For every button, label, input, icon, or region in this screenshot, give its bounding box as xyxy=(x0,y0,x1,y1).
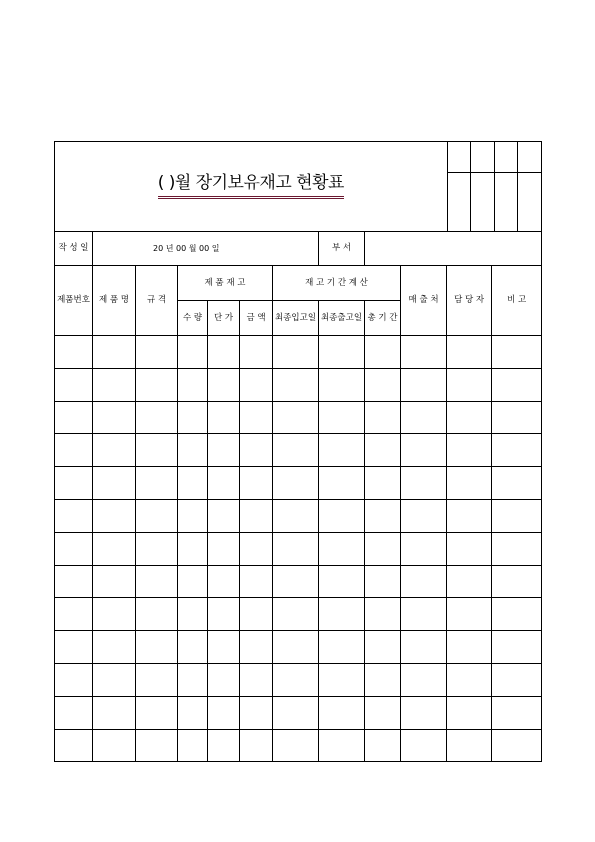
approval-grid xyxy=(447,142,542,231)
approval-sign-cell[interactable] xyxy=(518,172,542,231)
table-cell[interactable] xyxy=(136,729,178,762)
table-cell[interactable] xyxy=(178,499,208,532)
table-cell[interactable] xyxy=(55,401,93,434)
table-cell[interactable] xyxy=(447,696,492,729)
table-cell[interactable] xyxy=(319,598,365,631)
table-cell[interactable] xyxy=(401,729,447,762)
table-cell[interactable] xyxy=(93,336,136,369)
approval-area xyxy=(447,142,542,232)
table-cell[interactable] xyxy=(136,631,178,664)
table-cell[interactable] xyxy=(447,532,492,565)
table-cell[interactable] xyxy=(55,663,93,696)
table-cell[interactable] xyxy=(178,401,208,434)
approval-cell[interactable] xyxy=(471,142,495,172)
table-cell[interactable] xyxy=(55,368,93,401)
table-cell[interactable] xyxy=(401,598,447,631)
table-cell[interactable] xyxy=(447,368,492,401)
header-product-name: 제 품 명 xyxy=(93,266,136,336)
table-cell[interactable] xyxy=(240,336,273,369)
table-cell[interactable] xyxy=(447,598,492,631)
table-cell[interactable] xyxy=(240,532,273,565)
header-product-no: 제품번호 xyxy=(55,266,93,336)
table-cell[interactable] xyxy=(136,663,178,696)
table-cell[interactable] xyxy=(55,598,93,631)
table-cell[interactable] xyxy=(273,401,319,434)
table-cell[interactable] xyxy=(208,467,240,500)
table-cell[interactable] xyxy=(93,631,136,664)
table-cell[interactable] xyxy=(401,663,447,696)
table-cell[interactable] xyxy=(178,598,208,631)
table-cell[interactable] xyxy=(93,598,136,631)
table-cell[interactable] xyxy=(93,532,136,565)
table-cell[interactable] xyxy=(208,532,240,565)
table-cell[interactable] xyxy=(93,368,136,401)
written-date-label: 작 성 일 xyxy=(55,232,93,266)
approval-cell[interactable] xyxy=(518,142,542,172)
table-cell[interactable] xyxy=(492,467,542,500)
table-cell[interactable] xyxy=(136,467,178,500)
table-cell[interactable] xyxy=(240,434,273,467)
header-amount: 금 액 xyxy=(240,301,273,336)
stock-report-form xyxy=(54,141,541,762)
table-cell[interactable] xyxy=(178,467,208,500)
table-cell[interactable] xyxy=(273,696,319,729)
table-cell[interactable] xyxy=(365,336,401,369)
table-cell[interactable] xyxy=(240,467,273,500)
table-cell[interactable] xyxy=(365,499,401,532)
table-cell[interactable] xyxy=(492,696,542,729)
written-date-value[interactable]: 20 년 00 월 00 일 xyxy=(93,232,319,266)
table-cell[interactable] xyxy=(492,565,542,598)
table-cell[interactable] xyxy=(178,631,208,664)
table-cell[interactable] xyxy=(178,729,208,762)
table-cell[interactable] xyxy=(401,631,447,664)
table-cell[interactable] xyxy=(401,434,447,467)
table-cell[interactable] xyxy=(136,401,178,434)
table-cell[interactable] xyxy=(136,532,178,565)
table-cell[interactable] xyxy=(136,434,178,467)
form-title: ( )월 장기보유재고 현황표 xyxy=(158,175,344,199)
table-cell[interactable] xyxy=(240,598,273,631)
table-cell[interactable] xyxy=(178,434,208,467)
table-row xyxy=(55,696,542,729)
table-cell[interactable] xyxy=(319,631,365,664)
table-row xyxy=(55,336,542,369)
table-cell[interactable] xyxy=(273,663,319,696)
table-row xyxy=(55,401,542,434)
table-cell[interactable] xyxy=(319,729,365,762)
table-cell[interactable] xyxy=(401,565,447,598)
table-cell[interactable] xyxy=(273,565,319,598)
table-cell[interactable] xyxy=(208,336,240,369)
table-cell[interactable] xyxy=(273,336,319,369)
table-cell[interactable] xyxy=(401,532,447,565)
report-table xyxy=(54,141,542,762)
table-cell[interactable] xyxy=(136,565,178,598)
table-cell[interactable] xyxy=(492,401,542,434)
table-cell[interactable] xyxy=(365,729,401,762)
table-cell[interactable] xyxy=(273,532,319,565)
table-cell[interactable] xyxy=(208,663,240,696)
table-cell[interactable] xyxy=(273,631,319,664)
table-cell[interactable] xyxy=(365,368,401,401)
table-row xyxy=(55,368,542,401)
table-cell[interactable] xyxy=(208,598,240,631)
table-cell[interactable] xyxy=(492,336,542,369)
table-cell[interactable] xyxy=(240,368,273,401)
table-cell[interactable] xyxy=(55,467,93,500)
table-cell[interactable] xyxy=(178,565,208,598)
table-cell[interactable] xyxy=(492,499,542,532)
header-total-period: 총 기 간 xyxy=(365,301,401,336)
table-row xyxy=(55,663,542,696)
table-cell[interactable] xyxy=(208,434,240,467)
header-last-out-date: 최종출고일 xyxy=(319,301,365,336)
table-cell[interactable] xyxy=(208,368,240,401)
table-cell[interactable] xyxy=(273,434,319,467)
table-cell[interactable] xyxy=(492,729,542,762)
table-cell[interactable] xyxy=(55,565,93,598)
title-cell xyxy=(55,142,447,232)
table-cell[interactable] xyxy=(319,532,365,565)
table-cell[interactable] xyxy=(178,368,208,401)
table-cell[interactable] xyxy=(365,467,401,500)
table-cell[interactable] xyxy=(55,499,93,532)
table-cell[interactable] xyxy=(401,336,447,369)
table-cell[interactable] xyxy=(365,696,401,729)
table-cell[interactable] xyxy=(93,434,136,467)
table-cell[interactable] xyxy=(492,434,542,467)
table-cell[interactable] xyxy=(401,401,447,434)
table-row xyxy=(55,434,542,467)
table-cell[interactable] xyxy=(240,499,273,532)
table-cell[interactable] xyxy=(273,499,319,532)
table-cell[interactable] xyxy=(365,434,401,467)
table-cell[interactable] xyxy=(93,401,136,434)
table-cell[interactable] xyxy=(401,467,447,500)
table-cell[interactable] xyxy=(365,565,401,598)
table-cell[interactable] xyxy=(136,598,178,631)
table-cell[interactable] xyxy=(93,565,136,598)
table-cell[interactable] xyxy=(240,729,273,762)
header-unit-price: 단 가 xyxy=(208,301,240,336)
table-cell[interactable] xyxy=(240,631,273,664)
table-cell[interactable] xyxy=(93,696,136,729)
table-cell[interactable] xyxy=(273,368,319,401)
table-cell[interactable] xyxy=(447,631,492,664)
table-cell[interactable] xyxy=(447,729,492,762)
table-cell[interactable] xyxy=(178,532,208,565)
table-cell[interactable] xyxy=(365,598,401,631)
table-cell[interactable] xyxy=(492,663,542,696)
table-cell[interactable] xyxy=(447,565,492,598)
table-cell[interactable] xyxy=(447,663,492,696)
table-cell[interactable] xyxy=(136,499,178,532)
header-buyer: 매 출 처 xyxy=(401,266,447,336)
table-cell[interactable] xyxy=(273,598,319,631)
table-cell[interactable] xyxy=(55,696,93,729)
table-cell[interactable] xyxy=(447,467,492,500)
table-cell[interactable] xyxy=(447,401,492,434)
table-cell[interactable] xyxy=(55,434,93,467)
table-cell[interactable] xyxy=(208,696,240,729)
table-cell[interactable] xyxy=(319,696,365,729)
table-cell[interactable] xyxy=(240,401,273,434)
table-cell[interactable] xyxy=(319,565,365,598)
data-rows xyxy=(55,336,542,762)
table-cell[interactable] xyxy=(208,565,240,598)
table-cell[interactable] xyxy=(208,499,240,532)
table-cell[interactable] xyxy=(319,467,365,500)
table-cell[interactable] xyxy=(319,336,365,369)
approval-sign-cell[interactable] xyxy=(471,172,495,231)
table-row xyxy=(55,631,542,664)
table-cell[interactable] xyxy=(319,401,365,434)
table-cell[interactable] xyxy=(240,663,273,696)
approval-cell[interactable] xyxy=(447,142,471,172)
table-cell[interactable] xyxy=(365,663,401,696)
table-cell[interactable] xyxy=(178,336,208,369)
table-row xyxy=(55,598,542,631)
table-cell[interactable] xyxy=(208,401,240,434)
table-cell[interactable] xyxy=(365,401,401,434)
table-cell[interactable] xyxy=(240,696,273,729)
table-cell[interactable] xyxy=(55,336,93,369)
table-cell[interactable] xyxy=(492,631,542,664)
table-row xyxy=(55,729,542,762)
table-cell[interactable] xyxy=(136,368,178,401)
table-cell[interactable] xyxy=(93,467,136,500)
table-cell[interactable] xyxy=(136,696,178,729)
table-cell[interactable] xyxy=(208,631,240,664)
table-cell[interactable] xyxy=(447,434,492,467)
table-cell[interactable] xyxy=(401,696,447,729)
table-cell[interactable] xyxy=(319,368,365,401)
department-label: 부 서 xyxy=(319,232,365,266)
table-cell[interactable] xyxy=(178,696,208,729)
table-row xyxy=(55,467,542,500)
table-row xyxy=(55,499,542,532)
table-cell[interactable] xyxy=(319,434,365,467)
table-cell[interactable] xyxy=(401,499,447,532)
table-cell[interactable] xyxy=(208,729,240,762)
table-cell[interactable] xyxy=(55,729,93,762)
table-cell[interactable] xyxy=(401,368,447,401)
table-cell[interactable] xyxy=(93,499,136,532)
table-cell[interactable] xyxy=(240,565,273,598)
table-cell[interactable] xyxy=(273,467,319,500)
table-cell[interactable] xyxy=(55,532,93,565)
header-product-stock: 제 품 재 고 xyxy=(178,266,273,301)
table-cell[interactable] xyxy=(93,663,136,696)
table-cell[interactable] xyxy=(273,729,319,762)
table-cell[interactable] xyxy=(447,336,492,369)
department-value[interactable] xyxy=(365,232,542,266)
header-manager: 담 당 자 xyxy=(447,266,492,336)
table-cell[interactable] xyxy=(178,663,208,696)
table-row xyxy=(55,565,542,598)
table-cell[interactable] xyxy=(93,729,136,762)
table-cell[interactable] xyxy=(447,499,492,532)
approval-sign-cell[interactable] xyxy=(447,172,471,231)
header-remarks: 비 고 xyxy=(492,266,542,336)
table-cell[interactable] xyxy=(492,532,542,565)
header-spec: 규 격 xyxy=(136,266,178,336)
header-stock-period: 재 고 기 간 계 산 xyxy=(273,266,401,301)
table-cell[interactable] xyxy=(492,368,542,401)
table-cell[interactable] xyxy=(365,532,401,565)
table-cell[interactable] xyxy=(55,631,93,664)
table-cell[interactable] xyxy=(365,631,401,664)
table-cell[interactable] xyxy=(319,499,365,532)
header-last-in-date: 최종입고일 xyxy=(273,301,319,336)
approval-cell[interactable] xyxy=(494,142,518,172)
header-qty: 수 량 xyxy=(178,301,208,336)
table-cell[interactable] xyxy=(319,663,365,696)
approval-sign-cell[interactable] xyxy=(494,172,518,231)
table-cell[interactable] xyxy=(136,336,178,369)
table-cell[interactable] xyxy=(492,598,542,631)
table-row xyxy=(55,532,542,565)
